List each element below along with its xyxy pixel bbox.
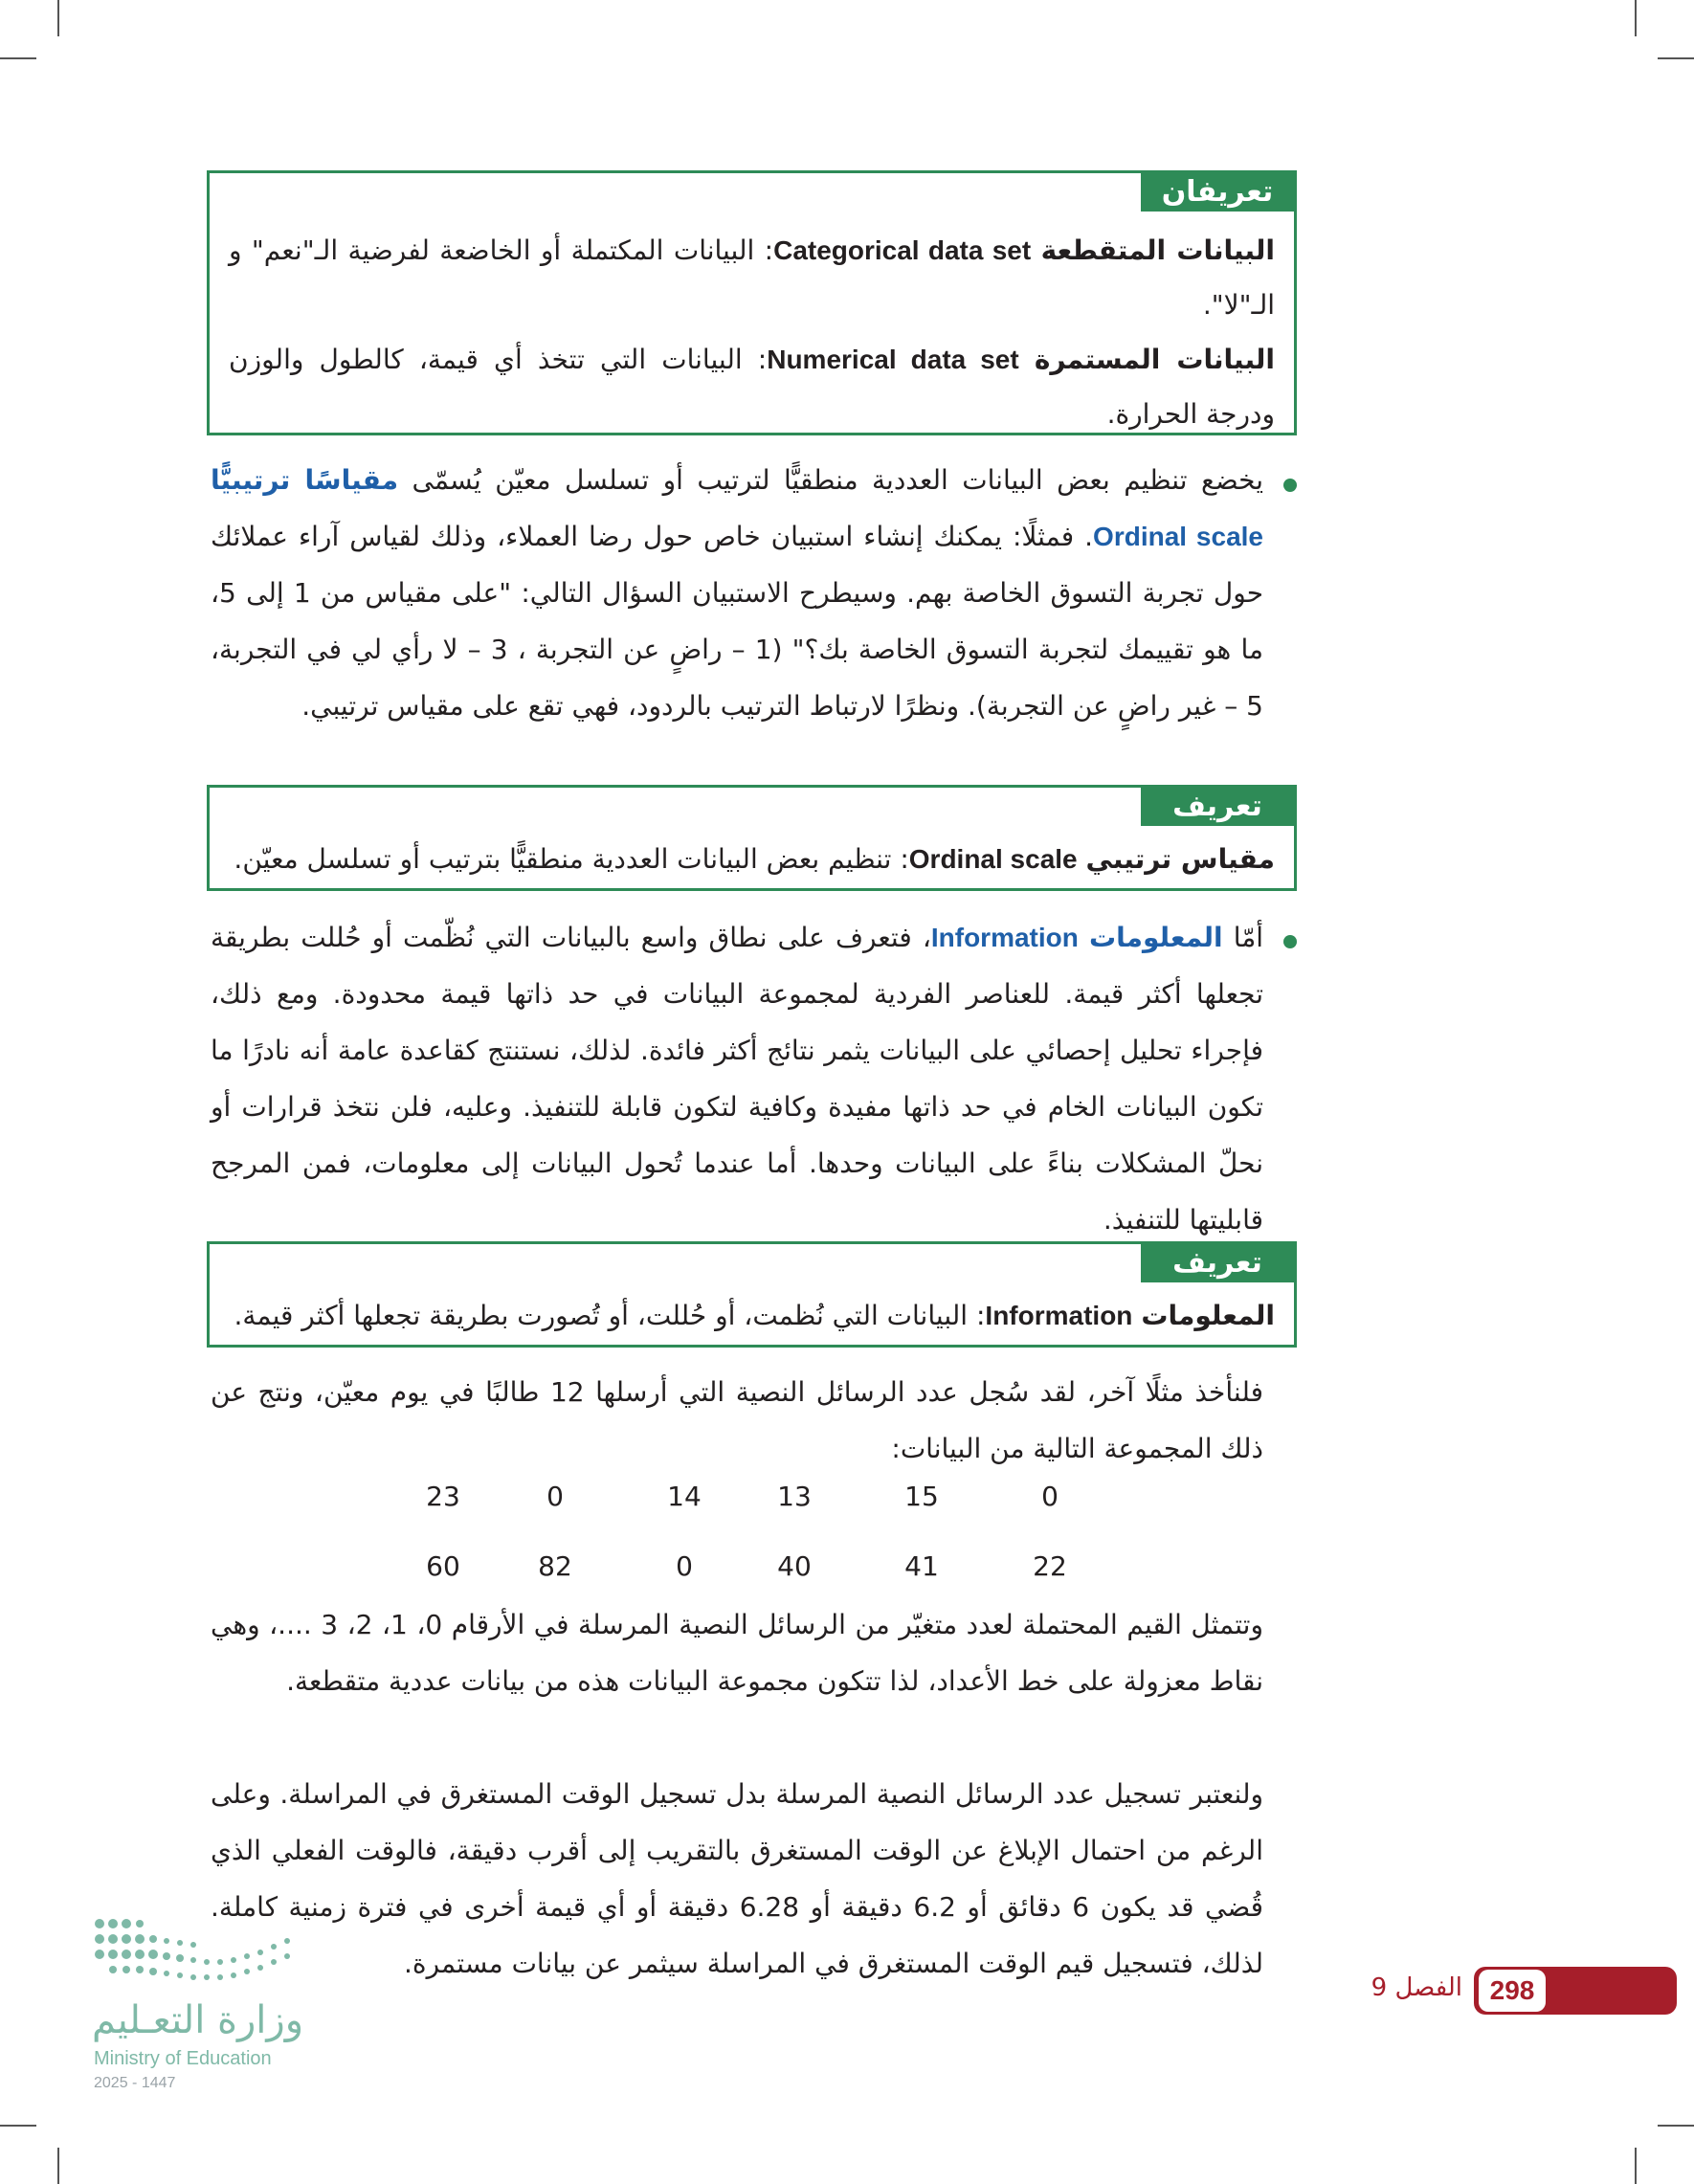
paragraph-text: . فمثلًا: يمكنك إنشاء استبيان خاص حول رضا العملاء، وذلك لقياس آراء عملائك حول تجربة التسوق الخاصة بهم. وسيطرح الاستبيان السؤال التالي: "على مقياس من 1 إلى 5، ما هو تقييمك لتجربة التسوق الخاصة بك؟" (1 – راضٍ عن التجربة ، 3 – لا رأي لي في التجربة، 5 – غير راضٍ عن التجربة). ونظرًا لارتباط الترتيب بالردود، فهي تقع على مقياس ترتيبي. xyxy=(211,521,1263,722)
definition-box-ordinal-scale xyxy=(207,785,1297,891)
crop-mark xyxy=(0,2125,36,2127)
ministry-name-ar: وزارة التعـليم xyxy=(92,1998,304,2042)
term-information-en: Information xyxy=(930,923,1079,952)
data-value: 22 xyxy=(1033,1550,1067,1582)
definition-title: تعريفان xyxy=(1141,173,1294,212)
crop-mark xyxy=(1635,2148,1637,2184)
term-numerical-ar: البيانات المستمرة xyxy=(1034,344,1275,375)
chapter-label: الفصل 9 xyxy=(1371,1973,1462,2002)
term-categorical-ar: البيانات المتقطعة xyxy=(1040,234,1275,266)
term-information-en: Information xyxy=(985,1301,1133,1330)
term-ordinal-en: Ordinal scale xyxy=(908,844,1078,874)
paragraph-text: أمّا xyxy=(1222,922,1264,953)
definition-body: : البيانات التي نُظمت، أو حُللت، أو تُصورت بطريقة تجعلها أكثر قيمة. xyxy=(234,1300,986,1331)
data-value: 15 xyxy=(904,1481,939,1512)
paragraph-text: يخضع تنظيم بعض البيانات العددية منطقيًّا لترتيب أو تسلسل معيّن يُسمّى xyxy=(398,464,1263,496)
data-value: 0 xyxy=(1041,1481,1059,1512)
definition-box-categorical-numerical xyxy=(207,170,1297,435)
definition-text xyxy=(229,223,1275,441)
ministry-year: 2025 - 1447 xyxy=(94,2075,176,2091)
term-numerical-en: Numerical data set xyxy=(767,345,1019,374)
bullet-point xyxy=(1283,935,1297,948)
data-value: 0 xyxy=(676,1550,693,1582)
data-value: 14 xyxy=(667,1481,702,1512)
page-number: 298 xyxy=(1479,1970,1546,2012)
crop-mark xyxy=(1658,57,1694,59)
data-value: 40 xyxy=(777,1550,812,1582)
definition-box-information xyxy=(207,1241,1297,1348)
term-numerical-text: : البيانات التي تتخذ أي قيمة، كالطول والوزن ودرجة الحرارة. xyxy=(229,344,1275,430)
data-value: 82 xyxy=(538,1550,572,1582)
data-value: 41 xyxy=(904,1550,939,1582)
term-information-ar: المعلومات xyxy=(1088,922,1223,953)
definition-body: : تنظيم بعض البيانات العددية منطقيًّا بترتيب أو تسلسل معيّن. xyxy=(234,843,909,875)
ministry-name-en: Ministry of Education xyxy=(94,2048,272,2069)
data-value: 60 xyxy=(426,1550,460,1582)
crop-mark xyxy=(1635,0,1637,36)
paragraph-ordinal-scale xyxy=(211,452,1263,734)
paragraph-continuous-data: ولنعتبر تسجيل عدد الرسائل النصية المرسلة بدل تسجيل الوقت المستغرق في المراسلة. وعلى الرغم من احتمال الإبلاغ عن الوقت المستغرق بالتقريب إلى أقرب دقيقة، فالوقت الفعلي الذي قُضي قد يكون 6 دقائق أو 6.2 دقيقة أو 6.28 دقيقة أو أي قيمة أخرى في فترة زمنية كاملة. لذلك، فتسجيل قيم الوقت المستغرق في المراسلة سيثمر عن بيانات مستمرة. xyxy=(211,1778,1264,1979)
paragraph-discrete-data: وتتمثل القيم المحتملة لعدد متغيّر من الرسائل النصية المرسلة في الأرقام 0، 1، 2، 3 ....، وهي نقاط معزولة على خط الأعداد، لذا تتكون مجموعة البيانات هذه من بيانات عددية متقطعة. xyxy=(211,1609,1263,1697)
term-information-ar: المعلومات xyxy=(1141,1300,1275,1331)
paragraph-example-intro: فلنأخذ مثلًا آخر، لقد سُجل عدد الرسائل النصية التي أرسلها 12 طالبًا في يوم معيّن، ونتج عن ذلك المجموعة التالية من البيانات: xyxy=(211,1376,1264,1464)
paragraph-text: ، فتعرف على نطاق واسع بالبيانات التي نُظّمت أو حُللت بطريقة تجعلها أكثر قيمة. للعناصر الفردية لمجموعة البيانات في حد ذاتها قيمة محدودة. ومع ذلك، فإجراء تحليل إحصائي على البيانات يثمر نتائج أكثر فائدة. لذلك، نستنتج كقاعدة عامة أنه نادرًا ما تكون البيانات الخام في حد ذاتها مفيدة وكافية لتكون قابلة للتنفيذ. وعليه، فلن نتخذ قرارات أو نحلّ المشكلات بناءً على البيانات وحدها. أما عندما تُحول البيانات إلى معلومات، فمن المرجح قابليتها للتنفيذ. xyxy=(211,922,1263,1236)
crop-mark xyxy=(1658,2125,1694,2127)
crop-mark xyxy=(57,0,59,36)
term-categorical-text: : البيانات المكتملة أو الخاضعة لفرضية الـ"نعم" و الـ"لا". xyxy=(229,234,1275,321)
crop-mark xyxy=(57,2148,59,2184)
definition-title: تعريف xyxy=(1141,1244,1294,1282)
crop-mark xyxy=(0,57,36,59)
data-value: 23 xyxy=(426,1481,460,1512)
term-categorical-en: Categorical data set xyxy=(773,235,1032,265)
paragraph-information xyxy=(211,909,1263,1248)
ministry-logo-icon xyxy=(92,1914,302,1991)
data-value: 0 xyxy=(546,1481,564,1512)
data-value: 13 xyxy=(777,1481,812,1512)
term-ordinal-ar: مقياس ترتيبي xyxy=(1085,843,1275,875)
term-ordinal-ar: مقياسًا ترتيبيًّا xyxy=(211,464,399,496)
definition-title: تعريف xyxy=(1141,788,1294,826)
definition-text xyxy=(229,837,1275,881)
term-ordinal-en: Ordinal scale xyxy=(1093,522,1263,551)
definition-text xyxy=(229,1294,1275,1338)
bullet-point xyxy=(1283,479,1297,492)
